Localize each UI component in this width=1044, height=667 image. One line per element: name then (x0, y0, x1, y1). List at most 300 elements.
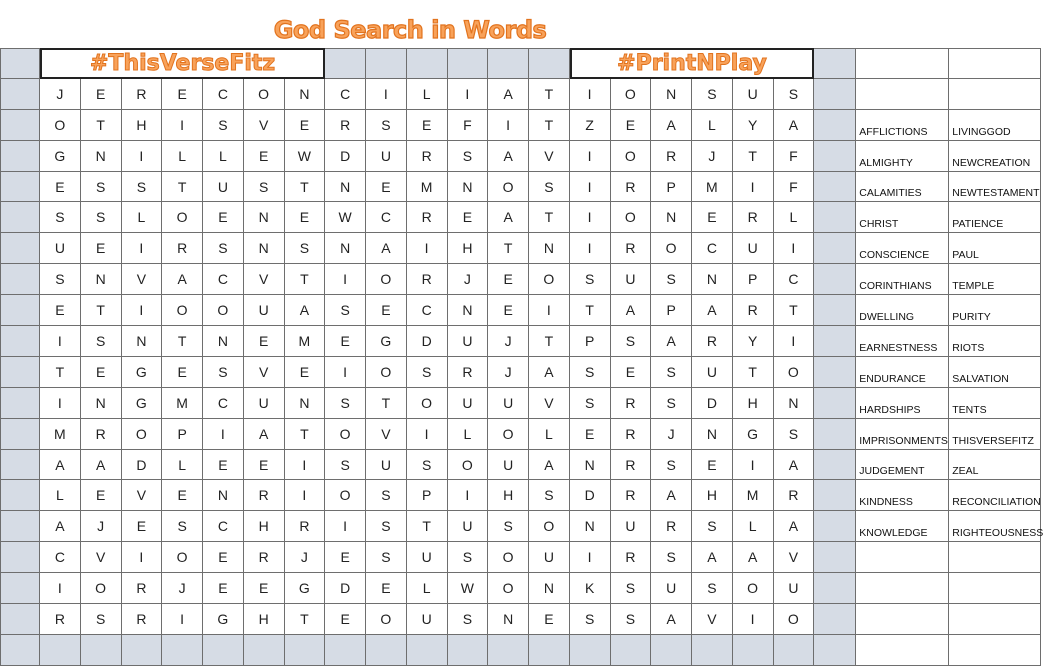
letter-cell[interactable]: N (692, 264, 733, 295)
letter-cell[interactable]: E (448, 202, 489, 233)
letter-cell[interactable]: D (122, 450, 163, 481)
letter-cell[interactable]: S (692, 573, 733, 604)
letter-cell[interactable]: S (448, 604, 489, 635)
letter-cell[interactable]: A (692, 542, 733, 573)
letter-cell[interactable]: A (488, 79, 529, 110)
letter-cell[interactable]: O (162, 202, 203, 233)
letter-cell[interactable]: W (325, 202, 366, 233)
letter-cell[interactable]: I (733, 604, 774, 635)
letter-cell[interactable]: A (81, 450, 122, 481)
letter-cell[interactable]: E (366, 295, 407, 326)
letter-cell[interactable]: I (203, 419, 244, 450)
letter-cell[interactable]: S (529, 480, 570, 511)
letter-cell[interactable]: R (122, 79, 163, 110)
letter-cell[interactable]: R (407, 141, 448, 172)
letter-cell[interactable]: S (448, 542, 489, 573)
letter-cell[interactable]: S (570, 604, 611, 635)
letter-cell[interactable]: I (407, 419, 448, 450)
letter-cell[interactable]: C (203, 511, 244, 542)
letter-cell[interactable]: R (40, 604, 81, 635)
letter-cell[interactable]: T (285, 264, 326, 295)
letter-cell[interactable]: O (488, 419, 529, 450)
letter-cell[interactable]: N (448, 295, 489, 326)
letter-cell[interactable]: T (529, 326, 570, 357)
letter-cell[interactable]: L (733, 511, 774, 542)
letter-cell[interactable]: G (40, 141, 81, 172)
letter-cell[interactable]: S (366, 480, 407, 511)
letter-cell[interactable]: R (774, 480, 815, 511)
letter-cell[interactable]: I (529, 295, 570, 326)
letter-cell[interactable]: T (529, 110, 570, 141)
letter-cell[interactable]: S (366, 542, 407, 573)
letter-cell[interactable]: E (692, 202, 733, 233)
letter-cell[interactable]: I (733, 172, 774, 203)
letter-cell[interactable]: E (325, 542, 366, 573)
letter-cell[interactable]: V (122, 480, 163, 511)
letter-cell[interactable]: E (244, 326, 285, 357)
letter-cell[interactable]: N (203, 326, 244, 357)
letter-cell[interactable]: T (285, 419, 326, 450)
letter-cell[interactable]: L (162, 450, 203, 481)
letter-cell[interactable]: E (611, 357, 652, 388)
letter-cell[interactable]: A (285, 295, 326, 326)
letter-cell[interactable]: O (488, 172, 529, 203)
letter-cell[interactable]: I (488, 110, 529, 141)
letter-cell[interactable]: N (203, 480, 244, 511)
letter-cell[interactable]: S (203, 357, 244, 388)
letter-cell[interactable]: H (244, 511, 285, 542)
letter-cell[interactable]: J (448, 264, 489, 295)
letter-cell[interactable]: A (651, 480, 692, 511)
letter-cell[interactable]: S (651, 450, 692, 481)
letter-cell[interactable]: S (366, 110, 407, 141)
letter-cell[interactable]: U (733, 233, 774, 264)
letter-cell[interactable]: I (162, 604, 203, 635)
letter-cell[interactable]: L (529, 419, 570, 450)
letter-cell[interactable]: U (651, 573, 692, 604)
letter-cell[interactable]: T (529, 202, 570, 233)
letter-cell[interactable]: H (692, 480, 733, 511)
letter-cell[interactable]: V (529, 388, 570, 419)
letter-cell[interactable]: T (774, 295, 815, 326)
letter-cell[interactable]: R (244, 480, 285, 511)
letter-cell[interactable]: S (570, 388, 611, 419)
letter-cell[interactable]: I (325, 511, 366, 542)
letter-cell[interactable]: S (366, 511, 407, 542)
letter-cell[interactable]: I (40, 388, 81, 419)
letter-cell[interactable]: I (407, 233, 448, 264)
letter-cell[interactable]: C (774, 264, 815, 295)
letter-cell[interactable]: N (285, 79, 326, 110)
letter-cell[interactable]: O (407, 388, 448, 419)
letter-cell[interactable]: A (529, 450, 570, 481)
letter-cell[interactable]: S (325, 450, 366, 481)
letter-cell[interactable]: V (81, 542, 122, 573)
letter-cell[interactable]: C (203, 79, 244, 110)
letter-cell[interactable]: U (529, 542, 570, 573)
letter-cell[interactable]: E (244, 573, 285, 604)
letter-cell[interactable]: W (448, 573, 489, 604)
letter-cell[interactable]: A (611, 295, 652, 326)
letter-cell[interactable]: S (488, 511, 529, 542)
letter-cell[interactable]: E (570, 419, 611, 450)
letter-cell[interactable]: N (651, 79, 692, 110)
letter-cell[interactable]: I (122, 141, 163, 172)
letter-cell[interactable]: U (488, 450, 529, 481)
letter-cell[interactable]: S (529, 172, 570, 203)
letter-cell[interactable]: S (325, 388, 366, 419)
letter-cell[interactable]: U (733, 79, 774, 110)
letter-cell[interactable]: S (570, 264, 611, 295)
letter-cell[interactable]: T (285, 172, 326, 203)
letter-cell[interactable]: T (366, 388, 407, 419)
letter-cell[interactable]: F (448, 110, 489, 141)
letter-cell[interactable]: S (81, 172, 122, 203)
letter-cell[interactable]: O (529, 264, 570, 295)
letter-cell[interactable]: S (407, 450, 448, 481)
letter-cell[interactable]: A (774, 110, 815, 141)
letter-cell[interactable]: V (774, 542, 815, 573)
letter-cell[interactable]: T (488, 233, 529, 264)
letter-cell[interactable]: Y (733, 110, 774, 141)
letter-cell[interactable]: A (162, 264, 203, 295)
letter-cell[interactable]: R (733, 202, 774, 233)
letter-cell[interactable]: U (366, 450, 407, 481)
letter-cell[interactable]: A (40, 450, 81, 481)
letter-cell[interactable]: M (40, 419, 81, 450)
letter-cell[interactable]: C (203, 264, 244, 295)
letter-cell[interactable]: S (651, 388, 692, 419)
letter-cell[interactable]: G (366, 326, 407, 357)
letter-cell[interactable]: E (325, 604, 366, 635)
letter-cell[interactable]: A (529, 357, 570, 388)
letter-cell[interactable]: C (40, 542, 81, 573)
letter-cell[interactable]: T (40, 357, 81, 388)
letter-cell[interactable]: S (774, 79, 815, 110)
letter-cell[interactable]: I (40, 326, 81, 357)
letter-cell[interactable]: E (692, 450, 733, 481)
letter-cell[interactable]: P (733, 264, 774, 295)
letter-cell[interactable]: T (733, 357, 774, 388)
letter-cell[interactable]: R (611, 233, 652, 264)
letter-cell[interactable]: P (162, 419, 203, 450)
letter-cell[interactable]: O (448, 450, 489, 481)
letter-cell[interactable]: G (285, 573, 326, 604)
letter-cell[interactable]: R (244, 542, 285, 573)
letter-cell[interactable]: E (488, 264, 529, 295)
letter-cell[interactable]: U (448, 326, 489, 357)
letter-cell[interactable]: N (325, 172, 366, 203)
letter-cell[interactable]: I (122, 542, 163, 573)
letter-cell[interactable]: S (40, 202, 81, 233)
letter-cell[interactable]: W (285, 141, 326, 172)
letter-cell[interactable]: I (40, 573, 81, 604)
letter-cell[interactable]: T (570, 295, 611, 326)
letter-cell[interactable]: S (407, 357, 448, 388)
letter-cell[interactable]: I (448, 480, 489, 511)
letter-cell[interactable]: E (366, 172, 407, 203)
letter-cell[interactable]: C (366, 202, 407, 233)
letter-cell[interactable]: N (244, 202, 285, 233)
letter-cell[interactable]: O (325, 419, 366, 450)
letter-cell[interactable]: T (285, 604, 326, 635)
letter-cell[interactable]: U (40, 233, 81, 264)
letter-cell[interactable]: F (774, 172, 815, 203)
letter-cell[interactable]: R (651, 141, 692, 172)
letter-cell[interactable]: R (611, 419, 652, 450)
letter-cell[interactable]: E (81, 79, 122, 110)
letter-cell[interactable]: N (325, 233, 366, 264)
letter-cell[interactable]: L (122, 202, 163, 233)
letter-cell[interactable]: O (366, 604, 407, 635)
letter-cell[interactable]: O (488, 542, 529, 573)
letter-cell[interactable]: S (325, 295, 366, 326)
letter-cell[interactable]: I (570, 141, 611, 172)
letter-cell[interactable]: E (488, 295, 529, 326)
letter-cell[interactable]: V (122, 264, 163, 295)
letter-cell[interactable]: S (40, 264, 81, 295)
letter-cell[interactable]: T (407, 511, 448, 542)
letter-cell[interactable]: R (407, 202, 448, 233)
letter-cell[interactable]: M (733, 480, 774, 511)
letter-cell[interactable]: I (325, 264, 366, 295)
letter-cell[interactable]: G (733, 419, 774, 450)
letter-cell[interactable]: E (244, 141, 285, 172)
letter-cell[interactable]: R (448, 357, 489, 388)
letter-cell[interactable]: L (407, 79, 448, 110)
letter-cell[interactable]: U (407, 604, 448, 635)
letter-cell[interactable]: U (611, 511, 652, 542)
letter-cell[interactable]: M (285, 326, 326, 357)
letter-cell[interactable]: O (81, 573, 122, 604)
letter-cell[interactable]: O (366, 357, 407, 388)
letter-cell[interactable]: M (692, 172, 733, 203)
letter-cell[interactable]: A (651, 604, 692, 635)
letter-cell[interactable]: O (774, 604, 815, 635)
letter-cell[interactable]: N (122, 326, 163, 357)
letter-cell[interactable]: U (774, 573, 815, 604)
letter-cell[interactable]: S (81, 202, 122, 233)
letter-cell[interactable]: V (529, 141, 570, 172)
letter-cell[interactable]: N (448, 172, 489, 203)
letter-cell[interactable]: J (81, 511, 122, 542)
letter-cell[interactable]: R (692, 326, 733, 357)
letter-cell[interactable]: D (570, 480, 611, 511)
letter-cell[interactable]: U (244, 295, 285, 326)
letter-cell[interactable]: Y (733, 326, 774, 357)
letter-cell[interactable]: H (448, 233, 489, 264)
letter-cell[interactable]: E (122, 511, 163, 542)
letter-cell[interactable]: F (774, 141, 815, 172)
letter-cell[interactable]: A (651, 110, 692, 141)
letter-cell[interactable]: S (651, 357, 692, 388)
letter-cell[interactable]: A (366, 233, 407, 264)
letter-cell[interactable]: I (570, 202, 611, 233)
letter-cell[interactable]: S (244, 172, 285, 203)
letter-cell[interactable]: A (40, 511, 81, 542)
letter-cell[interactable]: U (448, 511, 489, 542)
letter-cell[interactable]: N (774, 388, 815, 419)
letter-cell[interactable]: P (651, 295, 692, 326)
letter-cell[interactable]: J (488, 326, 529, 357)
letter-cell[interactable]: R (733, 295, 774, 326)
letter-cell[interactable]: A (692, 295, 733, 326)
letter-cell[interactable]: I (570, 172, 611, 203)
letter-cell[interactable]: L (692, 110, 733, 141)
letter-cell[interactable]: U (692, 357, 733, 388)
letter-cell[interactable]: H (488, 480, 529, 511)
letter-cell[interactable]: S (203, 233, 244, 264)
letter-cell[interactable]: S (285, 233, 326, 264)
letter-cell[interactable]: T (529, 79, 570, 110)
letter-cell[interactable]: S (611, 604, 652, 635)
letter-cell[interactable]: L (407, 573, 448, 604)
letter-cell[interactable]: N (81, 388, 122, 419)
letter-cell[interactable]: S (651, 542, 692, 573)
letter-cell[interactable]: J (40, 79, 81, 110)
letter-cell[interactable]: P (651, 172, 692, 203)
letter-cell[interactable]: L (162, 141, 203, 172)
letter-cell[interactable]: V (244, 264, 285, 295)
letter-cell[interactable]: S (81, 604, 122, 635)
letter-cell[interactable]: U (488, 388, 529, 419)
letter-cell[interactable]: N (529, 573, 570, 604)
letter-cell[interactable]: O (203, 295, 244, 326)
letter-cell[interactable]: E (162, 79, 203, 110)
letter-cell[interactable]: R (611, 450, 652, 481)
letter-cell[interactable]: N (285, 388, 326, 419)
letter-cell[interactable]: O (611, 79, 652, 110)
letter-cell[interactable]: S (203, 110, 244, 141)
letter-cell[interactable]: D (692, 388, 733, 419)
letter-cell[interactable]: H (733, 388, 774, 419)
letter-cell[interactable]: A (651, 326, 692, 357)
letter-cell[interactable]: A (733, 542, 774, 573)
letter-cell[interactable]: M (162, 388, 203, 419)
letter-cell[interactable]: U (244, 388, 285, 419)
letter-cell[interactable]: U (366, 141, 407, 172)
letter-cell[interactable]: U (611, 264, 652, 295)
letter-cell[interactable]: I (325, 357, 366, 388)
letter-cell[interactable]: R (611, 388, 652, 419)
letter-cell[interactable]: E (203, 202, 244, 233)
letter-cell[interactable]: A (488, 141, 529, 172)
letter-cell[interactable]: S (611, 326, 652, 357)
letter-cell[interactable]: E (81, 233, 122, 264)
letter-cell[interactable]: U (407, 542, 448, 573)
letter-cell[interactable]: H (122, 110, 163, 141)
letter-cell[interactable]: G (122, 388, 163, 419)
letter-cell[interactable]: E (81, 357, 122, 388)
letter-cell[interactable]: I (122, 295, 163, 326)
letter-cell[interactable]: N (529, 233, 570, 264)
letter-cell[interactable]: I (122, 233, 163, 264)
letter-cell[interactable]: O (162, 295, 203, 326)
letter-cell[interactable]: I (285, 450, 326, 481)
letter-cell[interactable]: I (570, 79, 611, 110)
letter-cell[interactable]: O (244, 79, 285, 110)
letter-cell[interactable]: O (733, 573, 774, 604)
letter-cell[interactable]: R (122, 604, 163, 635)
letter-cell[interactable]: S (570, 357, 611, 388)
letter-cell[interactable]: S (774, 419, 815, 450)
letter-cell[interactable]: S (162, 511, 203, 542)
letter-cell[interactable]: S (611, 573, 652, 604)
letter-cell[interactable]: N (488, 604, 529, 635)
letter-cell[interactable]: J (692, 141, 733, 172)
letter-cell[interactable]: L (203, 141, 244, 172)
letter-cell[interactable]: D (325, 141, 366, 172)
letter-cell[interactable]: C (203, 388, 244, 419)
letter-cell[interactable]: E (40, 295, 81, 326)
letter-cell[interactable]: E (366, 573, 407, 604)
letter-cell[interactable]: R (611, 542, 652, 573)
letter-cell[interactable]: S (448, 141, 489, 172)
letter-cell[interactable]: R (611, 480, 652, 511)
letter-cell[interactable]: E (203, 573, 244, 604)
letter-cell[interactable]: O (651, 233, 692, 264)
letter-cell[interactable]: I (570, 233, 611, 264)
letter-cell[interactable]: O (122, 419, 163, 450)
letter-cell[interactable]: R (285, 511, 326, 542)
letter-cell[interactable]: O (488, 573, 529, 604)
letter-cell[interactable]: I (162, 110, 203, 141)
letter-cell[interactable]: N (570, 450, 611, 481)
letter-cell[interactable]: O (529, 511, 570, 542)
letter-cell[interactable]: E (162, 480, 203, 511)
letter-cell[interactable]: I (448, 79, 489, 110)
letter-cell[interactable]: C (325, 79, 366, 110)
letter-cell[interactable]: L (774, 202, 815, 233)
letter-cell[interactable]: A (244, 419, 285, 450)
letter-cell[interactable]: L (40, 480, 81, 511)
letter-cell[interactable]: G (122, 357, 163, 388)
letter-cell[interactable]: I (774, 233, 815, 264)
letter-cell[interactable]: I (570, 542, 611, 573)
letter-cell[interactable]: A (488, 202, 529, 233)
letter-cell[interactable]: N (570, 511, 611, 542)
letter-cell[interactable]: E (40, 172, 81, 203)
letter-cell[interactable]: D (407, 326, 448, 357)
letter-cell[interactable]: O (366, 264, 407, 295)
letter-cell[interactable]: E (285, 202, 326, 233)
letter-cell[interactable]: E (244, 450, 285, 481)
letter-cell[interactable]: I (366, 79, 407, 110)
letter-cell[interactable]: P (407, 480, 448, 511)
letter-cell[interactable]: O (611, 141, 652, 172)
letter-cell[interactable]: L (448, 419, 489, 450)
letter-cell[interactable]: R (325, 110, 366, 141)
letter-cell[interactable]: N (81, 264, 122, 295)
letter-cell[interactable]: I (774, 326, 815, 357)
letter-cell[interactable]: N (81, 141, 122, 172)
letter-cell[interactable]: E (285, 357, 326, 388)
letter-cell[interactable]: T (733, 141, 774, 172)
letter-cell[interactable]: R (81, 419, 122, 450)
letter-cell[interactable]: V (692, 604, 733, 635)
letter-cell[interactable]: I (733, 450, 774, 481)
letter-cell[interactable]: N (244, 233, 285, 264)
letter-cell[interactable]: V (244, 110, 285, 141)
letter-cell[interactable]: E (203, 542, 244, 573)
letter-cell[interactable]: E (529, 604, 570, 635)
letter-cell[interactable]: O (40, 110, 81, 141)
letter-cell[interactable]: C (407, 295, 448, 326)
letter-cell[interactable]: U (203, 172, 244, 203)
letter-cell[interactable]: J (285, 542, 326, 573)
letter-cell[interactable]: T (162, 172, 203, 203)
letter-cell[interactable]: V (244, 357, 285, 388)
